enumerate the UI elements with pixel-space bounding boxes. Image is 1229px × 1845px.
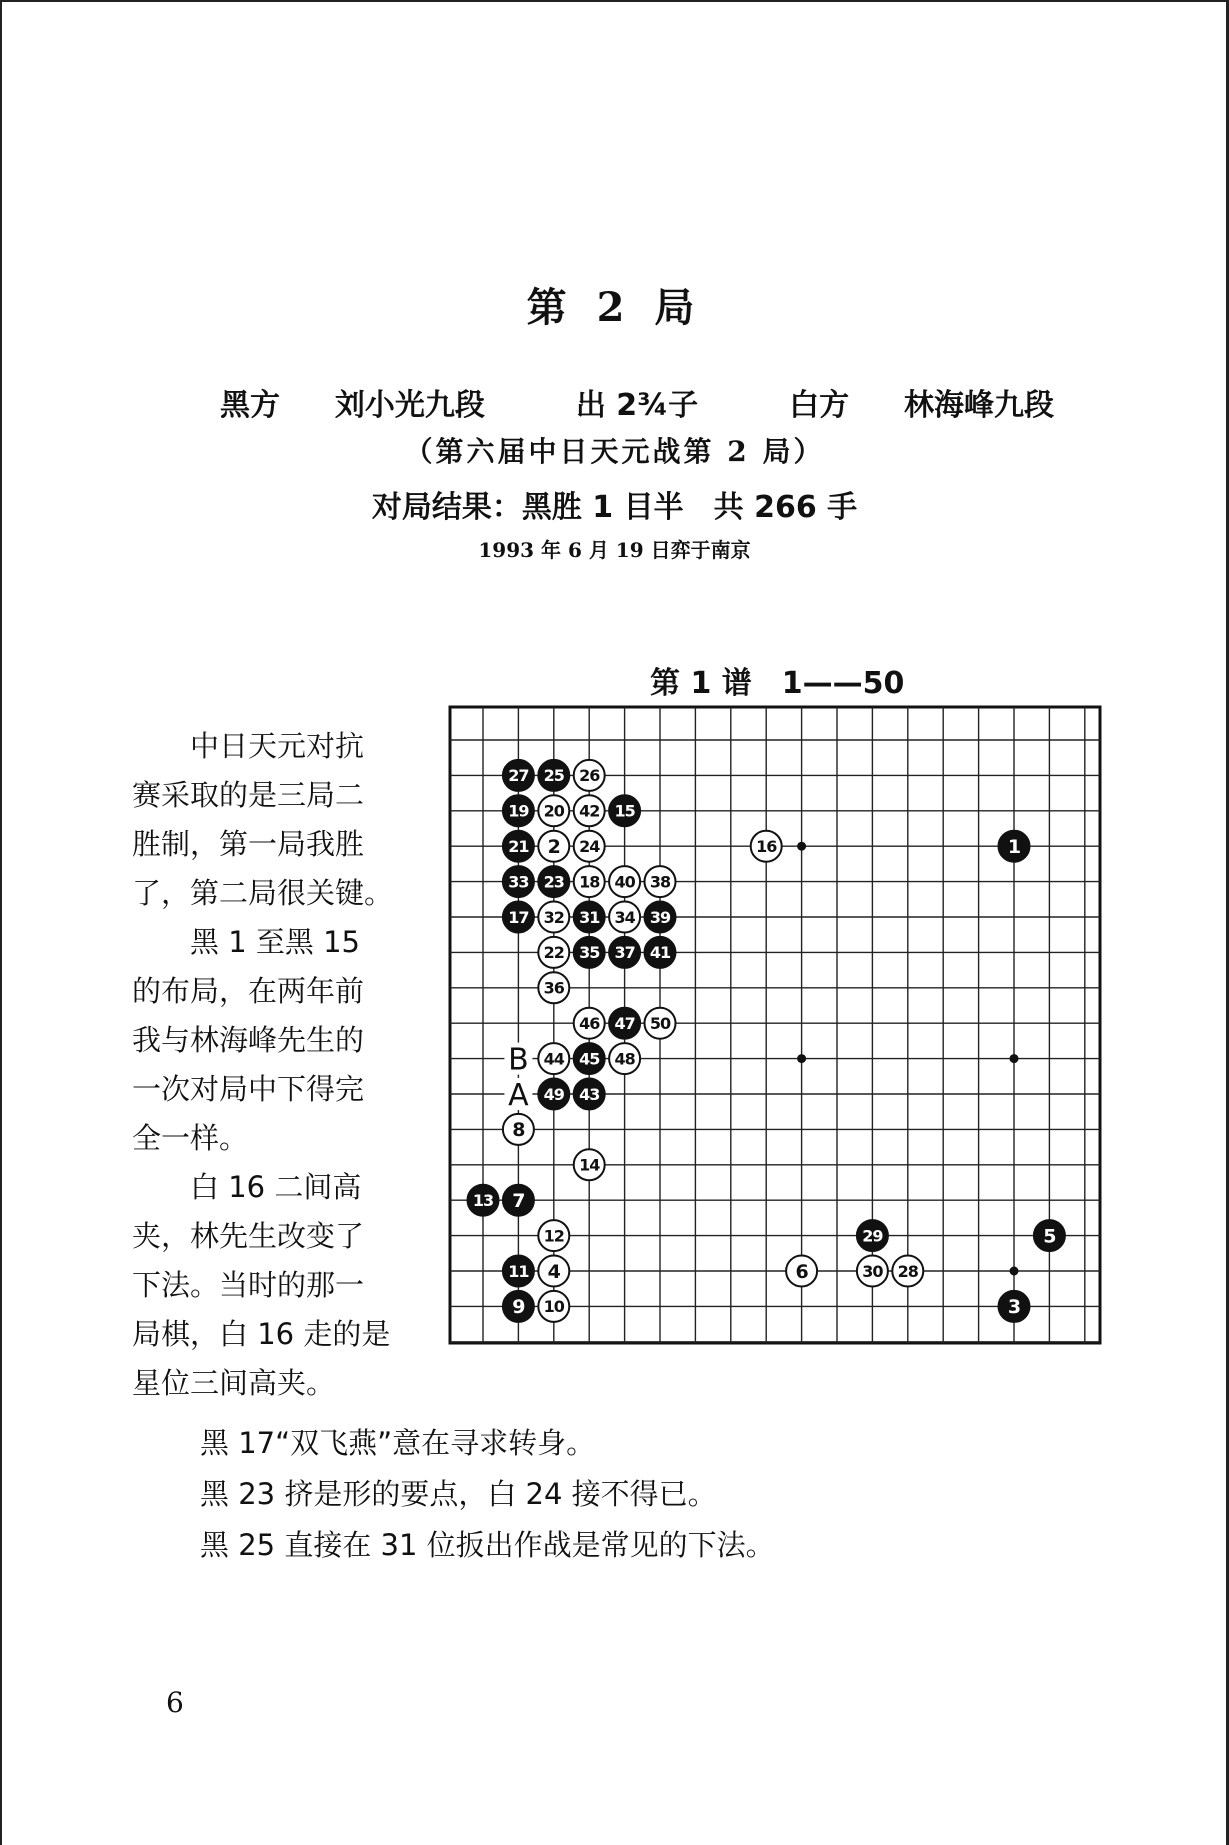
move-number-label: 10	[543, 1297, 564, 1317]
page-number: 6	[166, 1686, 184, 1719]
move-number-label: 8	[512, 1119, 525, 1142]
move-number-label: 37	[614, 943, 635, 963]
side-line: 我与林海峰先生的	[132, 1023, 365, 1057]
move-number-label: 23	[543, 872, 564, 892]
move-number-label: 36	[543, 978, 564, 998]
black-player: 刘小光九段	[334, 388, 485, 423]
side-commentary	[132, 722, 412, 1408]
point-mark-label: A	[508, 1078, 529, 1113]
side-line: 胜制，第一局我胜	[132, 827, 365, 861]
move-number-label: 15	[614, 801, 635, 821]
move-number-label: 29	[862, 1226, 883, 1246]
move-number-label: 35	[579, 943, 600, 963]
move-number-label: 2	[547, 836, 560, 859]
move-number-label: 22	[543, 943, 564, 963]
side-line: 中日天元对抗	[190, 729, 365, 763]
move-number-label: 27	[508, 766, 529, 786]
move-number-label: 32	[543, 907, 564, 927]
white-player: 林海峰九段	[904, 388, 1054, 423]
move-number-label: 39	[649, 907, 671, 927]
players-line	[220, 380, 1054, 424]
move-number-label: 24	[579, 836, 600, 856]
move-number-label: 11	[508, 1261, 529, 1281]
black-label: 黑方	[220, 388, 280, 423]
move-number-label: 42	[579, 801, 600, 821]
game-subtitle: （第六届中日天元战第 2 局）	[404, 435, 825, 468]
move-number-label: 44	[543, 1049, 564, 1069]
move-number-label: 21	[508, 836, 529, 856]
hoshi-point	[797, 1054, 806, 1063]
move-number-label: 5	[1043, 1225, 1056, 1248]
move-number-label: 46	[579, 1013, 600, 1033]
move-number-label: 26	[579, 766, 600, 786]
game-date: 1993 年 6 月 19 日弈于南京	[478, 538, 751, 562]
move-number-label: 31	[579, 907, 600, 927]
side-line: 黑 1 至黑 15	[190, 925, 361, 959]
move-number-label: 17	[508, 907, 529, 927]
side-line: 局棋，白 16 走的是	[132, 1317, 391, 1351]
side-line: 下法。当时的那一	[132, 1268, 365, 1302]
body-commentary	[200, 1418, 775, 1571]
move-number-label: 41	[649, 943, 671, 963]
move-number-label: 43	[579, 1084, 600, 1104]
side-line: 赛采取的是三局二	[132, 778, 365, 812]
body-line: 黑 23 挤是形的要点，白 24 接不得已。	[200, 1477, 717, 1511]
move-number-label: 1	[1007, 836, 1021, 859]
move-number-label: 47	[614, 1013, 635, 1033]
game-result: 对局结果：黑胜 1 目半 共 266 手	[371, 490, 858, 525]
move-number-label: 38	[649, 872, 671, 892]
move-number-label: 13	[472, 1190, 494, 1210]
move-number-label: 12	[543, 1226, 564, 1246]
move-number-label: 20	[543, 801, 564, 821]
body-line: 黑 17“双飞燕”意在寻求转身。	[200, 1426, 596, 1460]
move-number-label: 18	[579, 872, 600, 892]
point-mark-label: B	[508, 1042, 529, 1078]
handicap: 出 2¾子	[575, 388, 699, 423]
body-line: 黑 25 直接在 31 位扳出作战是常见的下法。	[200, 1528, 775, 1562]
side-line: 一次对局中下得完	[132, 1072, 365, 1106]
move-number-label: 33	[508, 872, 529, 892]
hoshi-point	[1010, 1267, 1019, 1276]
side-line: 白 16 二间高	[190, 1170, 362, 1204]
move-number-label: 4	[547, 1260, 560, 1283]
side-line: 夹，林先生改变了	[132, 1219, 365, 1253]
hoshi-point	[797, 842, 806, 851]
side-line: 了，第二局很关键。	[132, 876, 394, 910]
move-number-label: 28	[897, 1261, 918, 1281]
side-line: 星位三间高夹。	[132, 1366, 336, 1400]
move-number-label: 19	[508, 801, 529, 821]
go-board-diagram	[448, 705, 1102, 1345]
white-label: 白方	[789, 388, 850, 423]
move-number-label: 14	[579, 1155, 600, 1175]
side-line: 的布局，在两年前	[132, 974, 365, 1008]
move-number-label: 7	[512, 1190, 525, 1213]
move-number-label: 16	[756, 836, 777, 856]
game-title: 第 2 局	[526, 284, 703, 331]
move-number-label: 48	[614, 1049, 635, 1069]
side-line: 全一样。	[132, 1121, 249, 1155]
move-number-label: 34	[614, 907, 635, 927]
hoshi-point	[1010, 1054, 1019, 1063]
diagram-caption: 第 1 谱 1——50	[650, 666, 905, 701]
move-number-label: 49	[543, 1084, 564, 1104]
move-number-label: 50	[649, 1013, 671, 1033]
move-number-label: 25	[543, 766, 564, 786]
move-number-label: 30	[862, 1261, 883, 1281]
move-number-label: 40	[614, 872, 635, 892]
move-number-label: 45	[579, 1049, 600, 1069]
move-number-label: 9	[512, 1296, 525, 1319]
move-number-label: 3	[1007, 1296, 1021, 1319]
move-number-label: 6	[795, 1260, 808, 1283]
